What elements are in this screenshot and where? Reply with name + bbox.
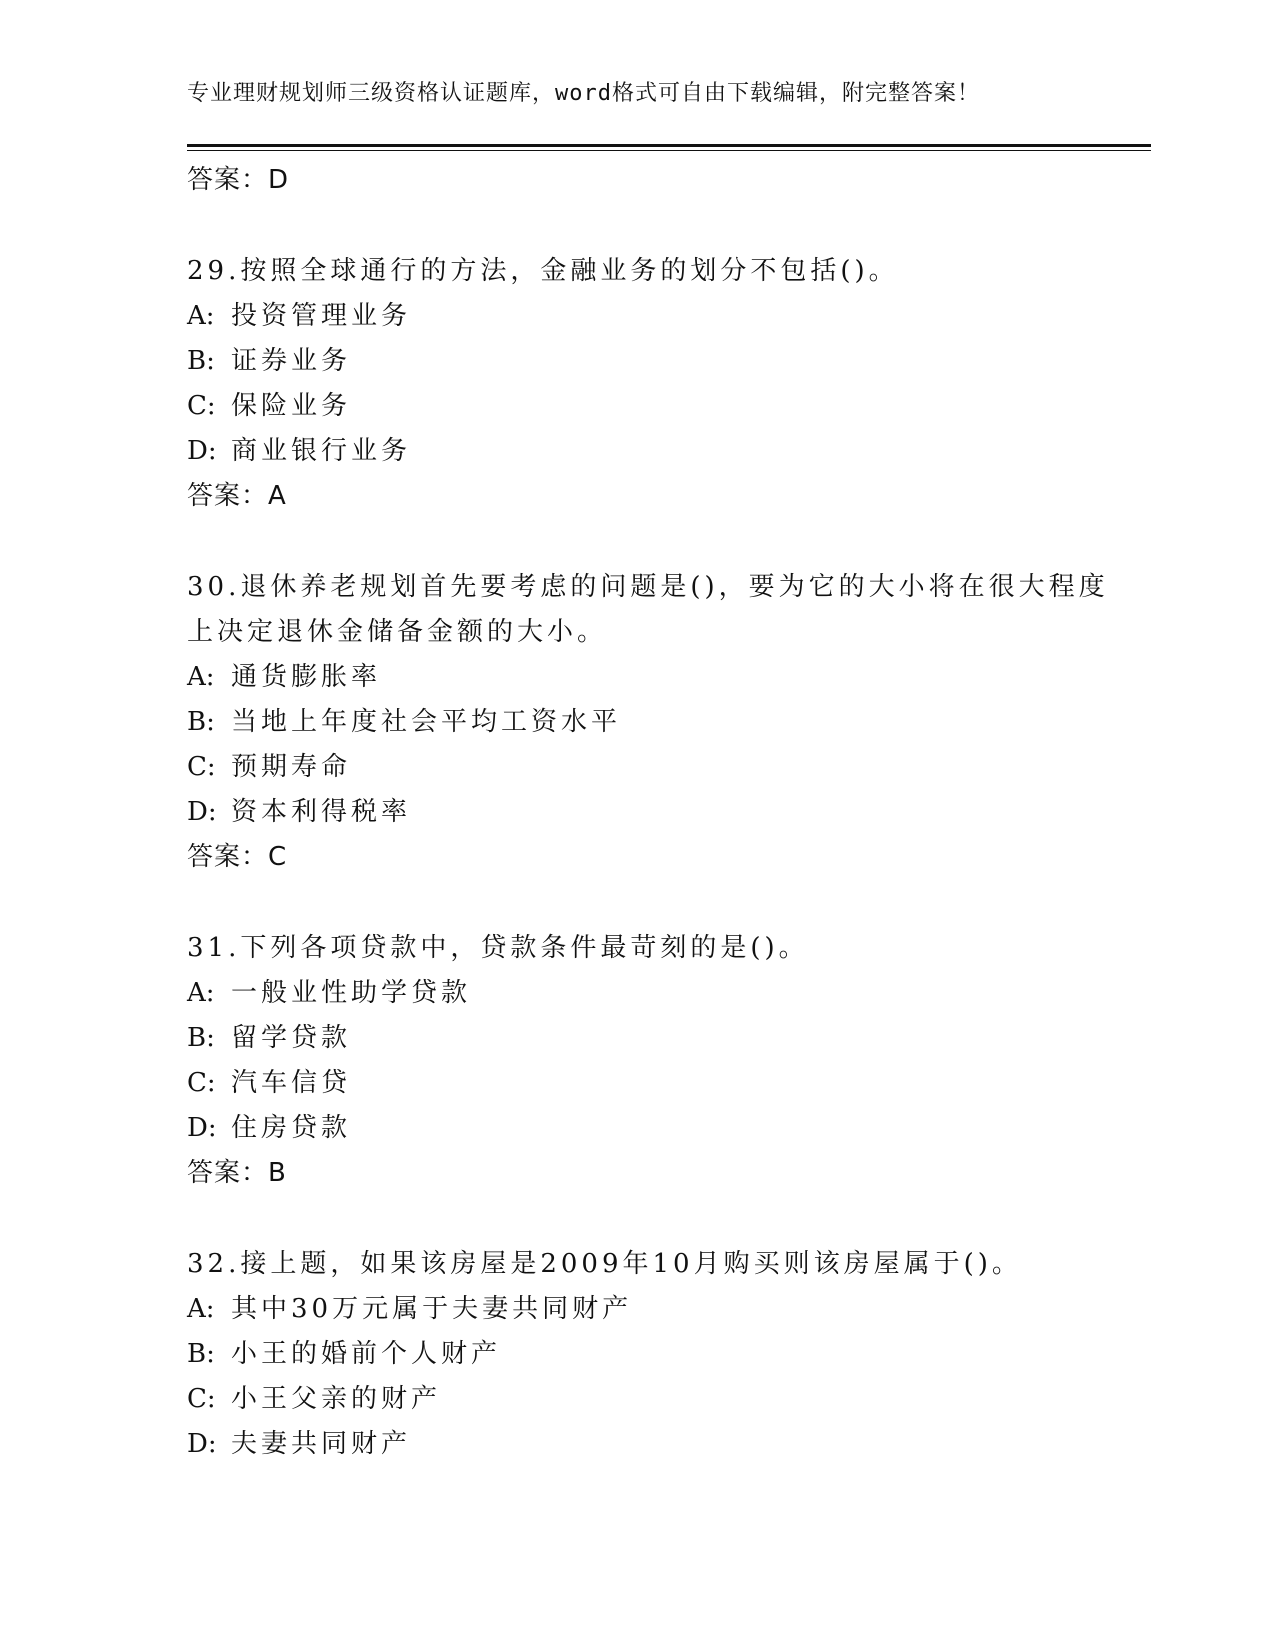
option-letter: D: bbox=[187, 1113, 217, 1143]
option-text: 夫妻共同财产 bbox=[231, 1429, 412, 1459]
question-29 bbox=[187, 249, 1087, 519]
option-letter: C: bbox=[187, 391, 216, 421]
option-letter: B: bbox=[187, 707, 215, 737]
option-c bbox=[187, 1377, 1087, 1422]
option-text: 其中30万元属于夫妻共同财产 bbox=[231, 1294, 633, 1324]
spacer bbox=[187, 203, 1087, 249]
option-b bbox=[187, 339, 1087, 384]
option-letter: B: bbox=[187, 1339, 215, 1369]
option-letter: B: bbox=[187, 346, 215, 376]
option-letter: A: bbox=[187, 978, 215, 1008]
option-b bbox=[187, 1016, 1087, 1061]
question-stem: 32.接上题，如果该房屋是2009年10月购买则该房屋属于()。 bbox=[187, 1249, 1022, 1279]
option-letter: D: bbox=[187, 797, 217, 827]
question-content bbox=[187, 158, 1109, 1467]
spacer bbox=[187, 1196, 1087, 1242]
option-d bbox=[187, 790, 1087, 835]
question-stem: 31.下列各项贷款中，贷款条件最苛刻的是()。 bbox=[187, 933, 809, 963]
option-letter: C: bbox=[187, 1384, 216, 1414]
option-text: 投资管理业务 bbox=[231, 301, 412, 331]
header-rule-thick bbox=[187, 144, 1151, 147]
question-31 bbox=[187, 926, 1087, 1196]
answer-line: 答案：A bbox=[187, 481, 287, 511]
option-a bbox=[187, 294, 1087, 339]
option-text: 预期寿命 bbox=[231, 752, 352, 782]
answer-line: 答案：C bbox=[187, 842, 288, 872]
option-text: 留学贷款 bbox=[231, 1023, 352, 1053]
option-d bbox=[187, 1422, 1087, 1467]
option-a bbox=[187, 971, 1087, 1016]
option-text: 保险业务 bbox=[231, 391, 352, 421]
option-letter: C: bbox=[187, 1068, 216, 1098]
option-d bbox=[187, 1106, 1087, 1151]
option-letter: D: bbox=[187, 1429, 217, 1459]
option-text: 汽车信贷 bbox=[231, 1068, 352, 1098]
answer-line: 答案：B bbox=[187, 1158, 287, 1188]
option-letter: B: bbox=[187, 1023, 215, 1053]
option-text: 小王的婚前个人财产 bbox=[231, 1339, 502, 1369]
option-a bbox=[187, 655, 1087, 700]
option-b bbox=[187, 700, 1087, 745]
option-letter: A: bbox=[187, 301, 215, 331]
question-stem-continued: 上决定退休金储备金额的大小。 bbox=[187, 617, 608, 647]
spacer bbox=[187, 880, 1087, 926]
option-text: 住房贷款 bbox=[231, 1113, 352, 1143]
question-stem: 29.按照全球通行的方法，金融业务的划分不包括()。 bbox=[187, 256, 899, 286]
option-letter: C: bbox=[187, 752, 216, 782]
option-c bbox=[187, 745, 1087, 790]
option-c bbox=[187, 1061, 1087, 1106]
option-letter: A: bbox=[187, 1294, 215, 1324]
option-a bbox=[187, 1287, 1087, 1332]
answer-line: 答案：D bbox=[187, 165, 290, 195]
question-30 bbox=[187, 565, 1109, 880]
option-letter: D: bbox=[187, 436, 217, 466]
page-header: 专业理财规划师三级资格认证题库，word格式可自由下载编辑，附完整答案！ bbox=[187, 81, 980, 106]
option-text: 当地上年度社会平均工资水平 bbox=[231, 707, 622, 737]
header-rule-thin bbox=[187, 150, 1151, 151]
option-text: 证券业务 bbox=[231, 346, 352, 376]
option-text: 小王父亲的财产 bbox=[231, 1384, 442, 1414]
option-letter: A: bbox=[187, 662, 215, 692]
spacer bbox=[187, 519, 1087, 565]
question-32 bbox=[187, 1242, 1087, 1467]
option-c bbox=[187, 384, 1087, 429]
option-text: 一般业性助学贷款 bbox=[231, 978, 472, 1008]
option-d bbox=[187, 429, 1087, 474]
option-text: 通货膨胀率 bbox=[231, 662, 382, 692]
option-text: 商业银行业务 bbox=[231, 436, 412, 466]
option-text: 资本利得税率 bbox=[231, 797, 412, 827]
question-stem: 30.退休养老规划首先要考虑的问题是()，要为它的大小将在很大程度 bbox=[187, 572, 1109, 602]
option-b bbox=[187, 1332, 1087, 1377]
